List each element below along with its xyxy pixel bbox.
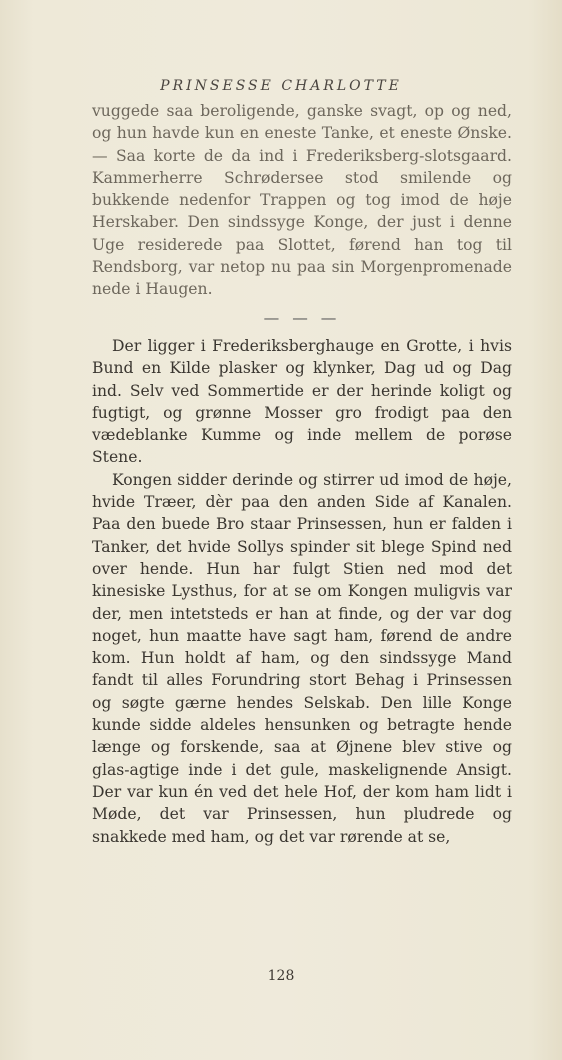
page-number: 128 [267,968,295,984]
section-separator: — — — [263,308,341,327]
paragraph-3: Kongen sidder derinde og stirrer ud imod de høje, hvide Træer, dèr paa den anden Side af Kanalen. Paa den buede Bro staar Prinsessen, hun er falden i Tanker, det hvide Sollys spinder sit blege Spind ned over hende. Hun har fulgt Stien ned mod det kinesiske Lysthus, for at se om Kongen muligvis var der, men intetsteds er han at finde, og der var dog noget, hun maatte have sagt ham, førend de andre kom. Hun holdt af ham, og den sindssyge Mand fandt til alles Forundring stort Behag i Prinsessen og søgte gærne hendes Selskab. Den lille Konge kunde sidde aldeles hensunken og betragte hende længe og forskende, saa at Øjnene blev stive og glas-agtige inde i det gule, maskelignende Ansigt. Der var kun én ved det hele Hof, der kom ham lidt i Møde, det var Prinsessen, hun pludrede og snakkede med ham, og det var rørende at se, [92,470,512,846]
paragraph-2: Der ligger i Frederiksberghauge en Grotte, i hvis Bund en Kilde plasker og klynker, Dag ud og Dag ind. Selv ved Sommertide er der herinde koligt og fugtigt, og grønne Mosser gro frodigt paa den vædeblanke Kumme og inde mellem de porøse Stene. [92,336,512,467]
running-header: PRINSESSE CHARLOTTE [160,78,402,94]
paragraph-1: vuggede saa beroligende, ganske svagt, op og ned, og hun havde kun en eneste Tanke, et eneste Ønske. — Saa korte de da ind i Frederiksberg-slotsgaard. Kammerherre Schrødersee stod smilende og bukkende nedenfor Trappen og tog imod de høje Herskaber. Den sindssyge Konge, der just i denne Uge residerede paa Slottet, førend han tog til Rendsborg, var netop nu paa sin Morgenpromenade nede i Haugen. [92,102,512,299]
body-text [92,100,512,848]
